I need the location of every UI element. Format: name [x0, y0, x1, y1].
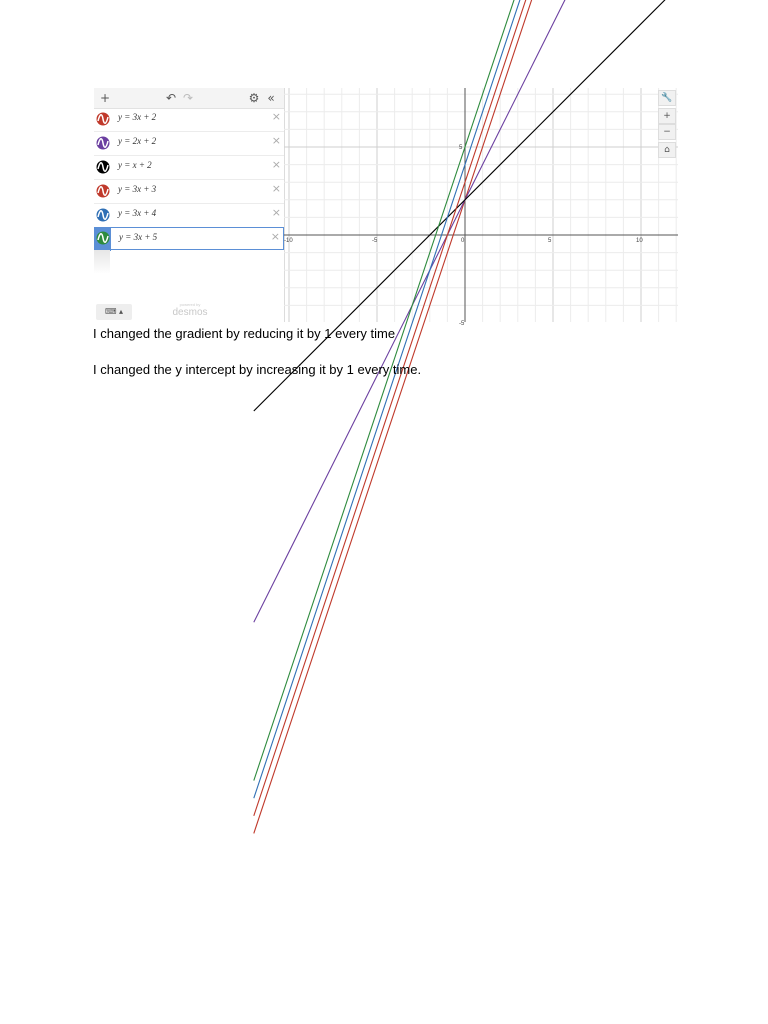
delete-expression-icon[interactable]: × — [271, 182, 281, 195]
add-expression-button[interactable]: + — [99, 91, 111, 105]
expression-text[interactable]: y = x + 2 — [118, 160, 152, 170]
line-graph-icon — [96, 208, 110, 222]
expression-row-selected[interactable] — [94, 227, 284, 250]
delete-expression-icon[interactable]: × — [271, 110, 281, 123]
delete-expression-icon[interactable]: × — [271, 158, 281, 171]
undo-button[interactable]: ↶ — [165, 91, 177, 105]
delete-expression-icon[interactable]: × — [270, 230, 280, 243]
expression-list — [94, 88, 285, 322]
row-shadow — [94, 250, 110, 274]
expression-row[interactable] — [94, 108, 284, 132]
delete-expression-icon[interactable]: × — [271, 134, 281, 147]
expression-toolbar — [94, 88, 284, 109]
desmos-screenshot — [94, 88, 678, 327]
expression-row[interactable] — [94, 156, 284, 180]
settings-button[interactable]: ⚙ — [248, 91, 260, 105]
zoom-out-button[interactable]: − — [658, 124, 676, 140]
line-graph-icon — [96, 231, 110, 245]
line-graph-icon — [96, 136, 110, 150]
wrench-icon[interactable]: 🔧 — [658, 90, 676, 106]
expression-row[interactable] — [94, 180, 284, 204]
line-graph-icon — [96, 160, 110, 174]
graph-canvas[interactable] — [284, 88, 678, 327]
gradient-note: I changed the gradient by reducing it by 1 every time — [93, 326, 396, 341]
expression-text[interactable]: y = 3x + 4 — [118, 208, 157, 218]
x-tick-label: -5 — [372, 238, 378, 244]
expression-text[interactable]: y = 3x + 5 — [119, 232, 158, 242]
intercept-note: I changed the y intercept by increasing it by 1 every time. — [93, 362, 422, 377]
graph-paper[interactable] — [284, 88, 678, 327]
line-graph-icon — [96, 184, 110, 198]
y-tick-label: -5 — [459, 321, 465, 327]
zoom-in-button[interactable]: + — [658, 108, 676, 124]
expression-text[interactable]: y = 3x + 2 — [118, 112, 157, 122]
y-tick-label: 5 — [459, 145, 463, 151]
line-graph-icon — [96, 112, 110, 126]
x-tick-label: 10 — [636, 238, 643, 244]
expression-row[interactable] — [94, 204, 284, 228]
delete-expression-icon[interactable]: × — [271, 206, 281, 219]
expression-text[interactable]: y = 3x + 3 — [118, 184, 157, 194]
home-icon[interactable]: ⌂ — [658, 142, 676, 158]
x-tick-label: -10 — [284, 238, 293, 244]
x-tick-label: 5 — [548, 238, 552, 244]
powered-by-label: powered by — [179, 302, 201, 307]
keyboard-toggle-button[interactable]: ⌨ ▴ — [96, 304, 132, 320]
expression-row[interactable] — [94, 132, 284, 156]
desmos-logo: desmos — [172, 307, 208, 318]
collapse-panel-button[interactable]: « — [267, 91, 275, 105]
redo-button[interactable]: ↷ — [182, 91, 194, 105]
expression-text[interactable]: y = 2x + 2 — [118, 136, 157, 146]
x-tick-label: 0 — [461, 238, 465, 244]
